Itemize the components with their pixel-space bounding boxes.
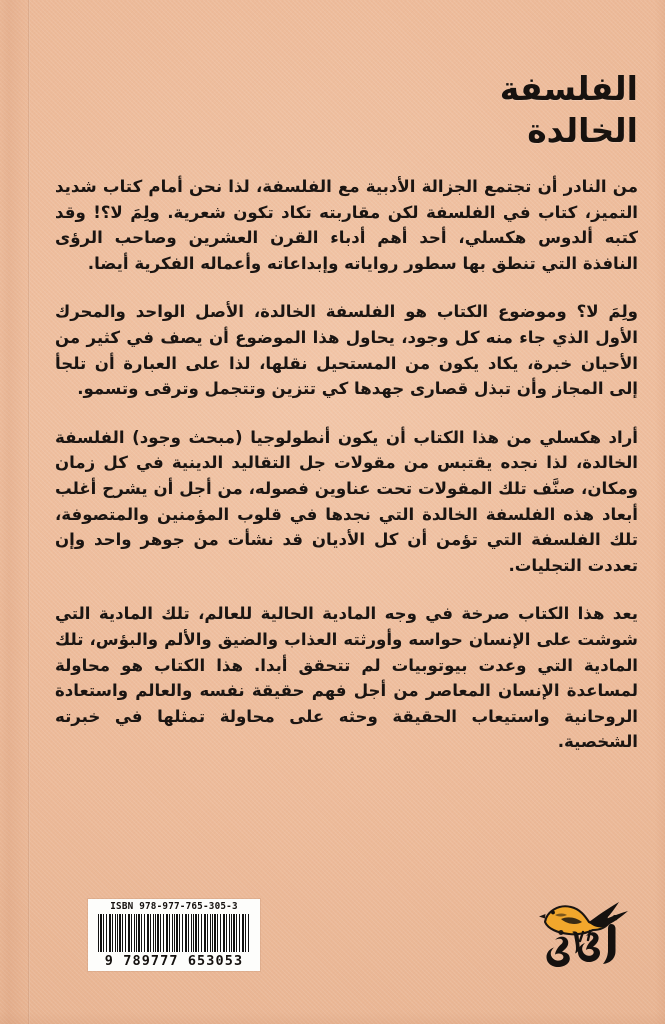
blurb-paragraph: أراد هكسلي من هذا الكتاب أن يكون أنطولوجيا (مبحث وجود) الفلسفة الخالدة، لذا نجده يقتبس من مقولات جل التقاليد الدينية في كل زمان ومكان، صنَّف تلك المقولات تحت عناوين فصوله، من أجل أن يشرح أغلب أبعاد هذه الفلسفة الخالدة التي نجدها في قلوب المؤمنين والمتصوفة، تلك الفلسفة التي تؤمن أن كل الأديان قد نشأت من جوهر واحد وإن تعددت التجليات.: [55, 427, 638, 575]
book-title-line-1: الفلسفة: [499, 69, 638, 108]
blurb-paragraph: يعد هذا الكتاب صرخة في وجه المادية الحالية للعالم، تلك المادية التي شوشت على الإنسان حواسه وأورثته العذاب والضيق والألم والبؤس، تلك المادية التي وعدت بيوتوبيات لم تتحقق أبدا. هذا الكتاب هو محاولة لمساعدة الإنسان المعاصر من أجل فهم حقيقة نفسه والعالم واستعادة الروحانية واستيعاب الحقيقة وحثه على محاولة تمثلها في خبرته الشخصية.: [55, 604, 638, 752]
publisher-logo: [531, 888, 635, 974]
barcode-bars: [98, 914, 250, 952]
book-title-line-2: الخالدة: [527, 111, 638, 151]
blurb-paragraph: ولِمَ لا؟ وموضوع الكتاب هو الفلسفة الخالدة، الأصل الواحد والمحرك الأول الذي جاء منه كل وجود، يحاول هذا الموضوع أن يصف في كثير من الأحيان خبرة، يكاد يكون من المستحيل نقلها، لذا على العبارة أن تلجأ إلى المجاز وأن تبذل قصارى جهدها كي تتزين وتتجمل وترقى وتسمو.: [55, 302, 638, 399]
isbn-text: ISBN 978-977-765-305-3: [110, 901, 238, 912]
blurb-paragraph: من النادر أن تجتمع الجزالة الأدبية مع الفلسفة، لذا نحن أمام كتاب شديد التميز، كتاب في الفلسفة لكن مقاربته تكاد تكون شعرية. ولِمَ لا؟! وقد كتبه ألدوس هكسلي، أحد أهم أدباء القرن العشرين وصاحب الرؤى النافذة التي تنطق بها سطور رواياته وإبداعاته وأعماله الفكرية أيضا.: [55, 177, 638, 273]
back-cover-blurb: [55, 174, 638, 755]
barcode-digits: 9 789777 653053: [104, 953, 244, 969]
book-title: [218, 68, 638, 152]
isbn-barcode: [88, 899, 260, 971]
